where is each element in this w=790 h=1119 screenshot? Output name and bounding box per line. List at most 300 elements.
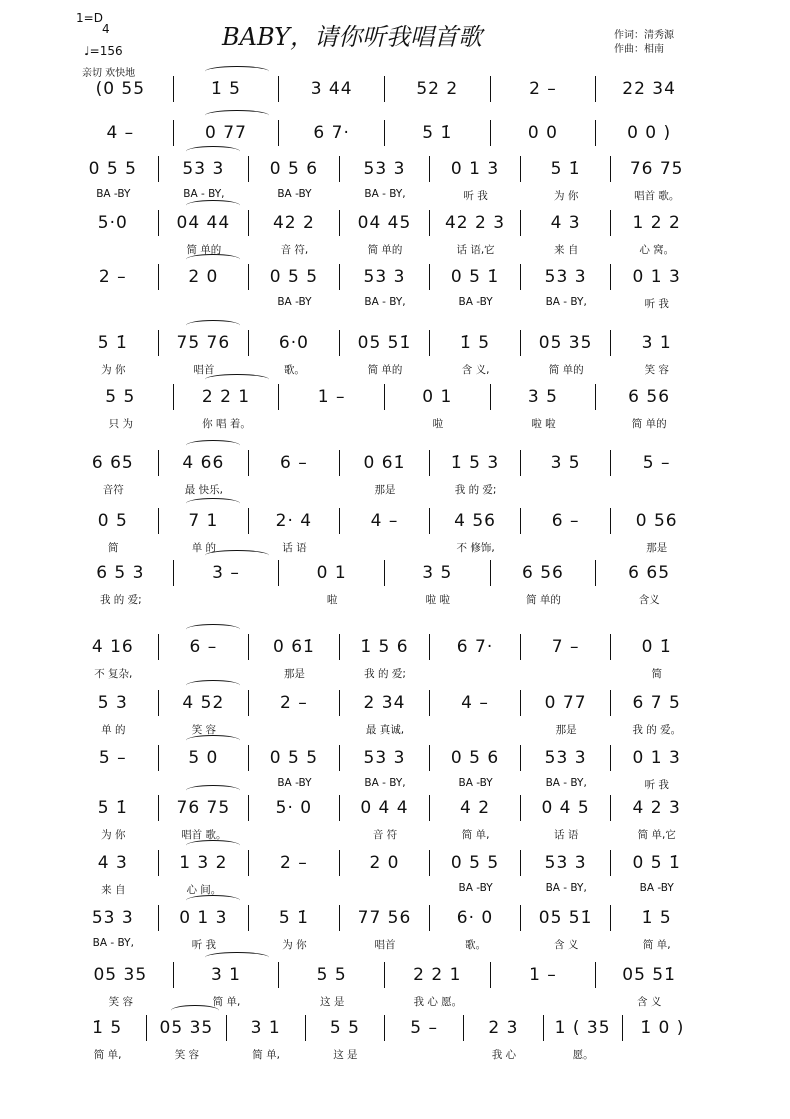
measure: 05 51̇ — [521, 905, 612, 931]
slur-mark — [186, 840, 240, 851]
measure: 3 44 — [279, 76, 385, 102]
measure: 3 5 — [521, 450, 612, 476]
measure: 53 3 — [340, 745, 431, 771]
measure: 0 1 3 — [159, 905, 250, 931]
lyric-cell: 啦 啦 — [531, 418, 556, 430]
measure: 6 56 — [628, 387, 671, 407]
lyric-cell — [68, 296, 159, 311]
lyrics-line — [68, 994, 702, 1009]
measure: 0 1̇ — [641, 637, 672, 657]
slur-mark — [205, 374, 268, 385]
measure: 5 1̇ — [68, 330, 159, 356]
measure: 5 1̇ — [249, 905, 340, 931]
measure: 1̇ 0 ) — [640, 1018, 685, 1038]
lyric-cell: 来 自 — [554, 244, 579, 256]
score-row — [68, 210, 702, 270]
measure: 42 2 — [249, 210, 340, 236]
lyric-cell: 笑 容 — [108, 996, 133, 1008]
lyric-cell: BA -BY — [458, 777, 493, 789]
notes-line — [68, 76, 702, 102]
lyric-cell: 简 单, — [252, 1049, 280, 1061]
lyric-cell: 不 复杂, — [94, 668, 133, 680]
measure: 2 3 — [464, 1015, 543, 1041]
measure: 0 5 1̇ — [430, 264, 521, 290]
measure: 1̇ 5 6 — [340, 634, 431, 660]
measure: 0 61̇ — [249, 634, 340, 660]
slur-mark — [186, 146, 240, 157]
lyric-cell — [249, 722, 340, 737]
measure: 6 65 — [628, 563, 671, 583]
notes-line — [68, 745, 702, 771]
measure: 4 66 — [159, 450, 250, 476]
lyrics-line — [68, 882, 702, 897]
lyric-cell: 那是 — [374, 484, 396, 496]
slur-mark — [171, 1005, 219, 1016]
measure: 5 1̇ — [68, 795, 159, 821]
lyric-cell: 音符 — [102, 484, 124, 496]
song-title: BABY，请你听我唱首歌 — [222, 23, 483, 51]
measure: 1 3 2 — [159, 850, 250, 876]
measure: 0 5 5 — [68, 156, 159, 182]
measure: 6 7· — [430, 634, 521, 660]
measure: 6 – — [521, 508, 612, 534]
lyric-cell: 啦 啦 — [425, 594, 451, 606]
measure: 0 1 — [279, 560, 385, 586]
lyric-cell: 话 语 — [554, 829, 579, 841]
lyric-cell: 唱首 歌。 — [181, 829, 227, 841]
measure: 3 1 — [174, 962, 280, 988]
measure: 05 35 — [68, 962, 174, 988]
measure: 53 3 — [340, 264, 431, 290]
slur-mark — [186, 680, 240, 691]
lyric-cell: 那是 — [646, 542, 668, 554]
measure: 6 7· — [279, 120, 385, 146]
lyric-cell — [340, 540, 431, 555]
notes-line — [68, 1015, 702, 1041]
measure: 0 5 6 — [249, 156, 340, 182]
measure: 6 – — [159, 634, 250, 660]
notes-line — [68, 330, 702, 356]
measure: 6 56 — [491, 560, 597, 586]
lyric-cell — [249, 882, 340, 897]
lyric-cell: 听 我 — [191, 939, 217, 951]
measure: 0 4 5 — [521, 795, 612, 821]
measure: 4 16 — [68, 634, 159, 660]
measure: 2 0 — [340, 850, 431, 876]
measure: 5 – — [385, 1015, 464, 1041]
lyrics-line — [68, 540, 702, 555]
lyric-cell: BA -BY — [639, 882, 674, 894]
lyric-cell: 我 的 爱; — [454, 484, 497, 496]
lyric-cell: 唱首 — [374, 939, 396, 951]
lyric-cell: 心 窝。 — [639, 244, 675, 256]
measure: 4 2 — [430, 795, 521, 821]
score-row — [68, 508, 702, 568]
lyric-cell: 那是 — [283, 668, 305, 680]
lyric-cell: 歌。 — [465, 939, 487, 951]
lyric-cell — [521, 482, 612, 497]
score-row — [68, 560, 702, 620]
measure: 0 1 — [385, 384, 491, 410]
lyric-cell: 简 单, — [212, 996, 241, 1008]
measure: 0 5 5 — [249, 745, 340, 771]
notes-line — [68, 384, 702, 410]
measure: 2 – — [249, 850, 340, 876]
lyric-cell: 歌。 — [283, 364, 305, 376]
score-row — [68, 634, 702, 694]
measure: 1̇ 5 — [174, 76, 280, 102]
lyric-cell: 只 为 — [108, 418, 133, 430]
lyrics-line — [68, 777, 702, 792]
measure: 5·0 — [68, 210, 159, 236]
score-row — [68, 264, 702, 324]
measure: 53 3 — [68, 905, 159, 931]
notes-line — [68, 560, 702, 586]
lyric-cell: 这 是 — [320, 996, 345, 1008]
measure: 4 3 — [68, 850, 159, 876]
composer: 作曲：相南 — [614, 44, 664, 55]
lyric-cell: BA - BY, — [92, 937, 134, 949]
measure: 4 52 — [159, 690, 250, 716]
measure: 04 45 — [340, 210, 431, 236]
lyrics-line — [68, 296, 702, 311]
lyric-cell: BA - BY, — [545, 296, 587, 308]
measure: 0 77 — [174, 120, 280, 146]
lyric-cell: 简 — [651, 668, 662, 680]
lyric-cell: 含 义, — [461, 364, 490, 376]
score-row — [68, 850, 702, 910]
measure: 1 ( 35 — [544, 1015, 623, 1041]
lyric-cell — [249, 827, 340, 842]
measure: 3 1 — [641, 333, 672, 353]
lyrics-line — [68, 188, 702, 203]
lyric-cell: 最 真诚, — [365, 724, 405, 736]
measure: 0 5 5 — [430, 850, 521, 876]
measure: 3 – — [174, 560, 280, 586]
tempo-words: 亲切 欢快地 — [82, 68, 136, 79]
lyric-cell: 来 自 — [101, 884, 126, 896]
lyric-cell: BA -BY — [277, 777, 312, 789]
measure: 4 56 — [430, 508, 521, 534]
lyric-cell: 唱首 — [193, 364, 215, 376]
lyric-cell: 你 唱 着。 — [202, 418, 251, 430]
score-row — [68, 905, 702, 965]
lyric-cell: 最 快乐, — [184, 484, 223, 496]
measure: 0 77 — [521, 690, 612, 716]
measure: 53 3 — [521, 264, 612, 290]
slur-mark — [186, 785, 240, 796]
score-row — [68, 450, 702, 510]
lyric-cell: 那是 — [555, 724, 577, 736]
measure: 76 75 — [159, 795, 250, 821]
slur-mark — [205, 550, 268, 561]
measure: 1 – — [491, 962, 597, 988]
measure: 6·0 — [249, 330, 340, 356]
lyric-cell: BA - BY, — [364, 296, 406, 308]
lyric-cell: 话 语 — [282, 542, 307, 554]
measure: 0 1 3 — [632, 267, 681, 287]
measure: 53 3 — [521, 745, 612, 771]
lyric-cell: 含义 — [638, 594, 660, 606]
measure: 4 – — [68, 120, 174, 146]
measure: 6 65 — [68, 450, 159, 476]
measure: 2 0 — [159, 264, 250, 290]
measure: 5 – — [68, 745, 159, 771]
score-row — [68, 962, 702, 1022]
lyric-cell: 笑 容 — [644, 364, 669, 376]
measure: 2· 4 — [249, 508, 340, 534]
measure: 4 2 3 — [632, 798, 681, 818]
notes-line — [68, 850, 702, 876]
measure: 04 44 — [159, 210, 250, 236]
measure: 42 2 3 — [430, 210, 521, 236]
measure: 6 7 5 — [632, 693, 681, 713]
lyric-cell: 笑 容 — [191, 724, 217, 736]
measure: 0 4 4 — [340, 795, 431, 821]
lyric-cell: 单 的 — [191, 542, 217, 554]
lyric-cell: 简 单, — [461, 829, 490, 841]
lyric-cell: BA -BY — [277, 188, 312, 200]
score-row — [68, 690, 702, 750]
measure: 1 – — [279, 384, 385, 410]
lyric-cell: BA - BY, — [545, 882, 587, 894]
measure: 5· 0 — [249, 795, 340, 821]
lyric-cell: 简 单的 — [186, 244, 222, 256]
measure: 53 3 — [340, 156, 431, 182]
measure: 05 51̇ — [340, 330, 431, 356]
measure: 05 35 — [521, 330, 612, 356]
lyric-cell — [68, 777, 159, 792]
lyrics-line — [68, 416, 702, 431]
measure: 3 1 — [227, 1015, 306, 1041]
measure: 05 35 — [147, 1015, 226, 1041]
lyric-cell: 听 我 — [644, 298, 669, 310]
notes-line — [68, 120, 702, 146]
measure: 5 3 — [68, 690, 159, 716]
measure: 5 5 — [68, 384, 174, 410]
lyric-cell: 我 心 — [491, 1049, 517, 1061]
lyric-cell — [279, 416, 385, 431]
lyric-cell — [491, 994, 597, 1009]
notes-line — [68, 156, 702, 182]
measure: 0 5 — [68, 508, 159, 534]
lyric-cell: BA -BY — [458, 882, 493, 894]
lyric-cell — [521, 666, 612, 681]
measure: 7 1 — [159, 508, 250, 534]
measure: 6· 0 — [430, 905, 521, 931]
lyric-cell: 简 单, — [93, 1049, 122, 1061]
slur-mark — [186, 200, 240, 211]
lyric-cell — [430, 722, 521, 737]
lyric-cell — [249, 482, 340, 497]
measure: (0 55 — [68, 76, 174, 102]
lyric-cell: BA -BY — [458, 296, 493, 308]
slur-mark — [186, 254, 240, 265]
slur-mark — [186, 735, 240, 746]
notes-line — [68, 634, 702, 660]
lyric-cell: BA - BY, — [364, 777, 406, 789]
measure: 2 – — [491, 76, 597, 102]
lyric-cell: 听 我 — [644, 779, 669, 791]
slur-mark — [186, 895, 240, 906]
measure: 7 – — [521, 634, 612, 660]
measure: 0 56 — [635, 511, 678, 531]
notes-line — [68, 962, 702, 988]
measure: 5 5 — [306, 1015, 385, 1041]
measure: 4 – — [430, 690, 521, 716]
lyric-cell — [385, 1047, 464, 1062]
measure: 2 – — [249, 690, 340, 716]
lyrics-line — [68, 592, 702, 607]
measure: 5 – — [642, 453, 671, 473]
measure: 5 1̇ — [521, 156, 612, 182]
lyric-cell — [340, 882, 431, 897]
lyric-cell: 简 单的 — [367, 244, 403, 256]
measure: 5 5 — [279, 962, 385, 988]
slur-mark — [186, 498, 240, 509]
score-row — [68, 330, 702, 390]
measure: 0 61̇ — [340, 450, 431, 476]
lyrics-line — [68, 362, 702, 377]
time-signature — [102, 23, 110, 36]
measure: 0 0 ) — [627, 123, 672, 143]
measure: 2 34 — [340, 690, 431, 716]
slur-mark — [205, 66, 268, 77]
measure: 52 2 — [385, 76, 491, 102]
slur-mark — [186, 624, 240, 635]
measure: 76 75 — [629, 159, 684, 179]
lyric-cell: 听 我 — [463, 190, 488, 202]
lyric-cell: 我 心 愿。 — [413, 996, 463, 1008]
lyric-cell: 为 你 — [101, 829, 126, 841]
lyrics-line — [68, 242, 702, 257]
lyric-cell: 为 你 — [554, 190, 579, 202]
measure: 3 5 — [491, 384, 597, 410]
measure: 2 2 1 — [174, 384, 280, 410]
lyric-cell — [611, 482, 702, 497]
notes-line — [68, 508, 702, 534]
measure: 6 5 3 — [68, 560, 174, 586]
notes-line — [68, 690, 702, 716]
lyrics-line — [68, 1047, 702, 1062]
measure: 3 5 — [385, 560, 491, 586]
slur-mark — [205, 110, 268, 121]
measure: 0 0 — [491, 120, 597, 146]
lyric-cell — [623, 1047, 702, 1062]
lyricist: 作词：清秀源 — [614, 30, 674, 41]
lyric-cell: 为 你 — [282, 939, 307, 951]
lyric-cell — [68, 242, 159, 257]
measure: 4 3 — [521, 210, 612, 236]
credits — [614, 29, 674, 57]
lyric-cell: 单 的 — [101, 724, 126, 736]
lyric-cell: 简 单的 — [548, 364, 584, 376]
notes-line — [68, 264, 702, 290]
measure: 6 – — [249, 450, 340, 476]
lyric-cell: 简 单的 — [526, 594, 561, 606]
measure: 1̇ 5 — [430, 330, 521, 356]
measure: 1̇ 5 — [641, 908, 672, 928]
lyric-cell: 简 单,它 — [637, 829, 676, 841]
score-row — [68, 1015, 702, 1075]
lyric-cell: 啦 — [432, 418, 444, 430]
measure: 1 2 2 — [632, 213, 681, 233]
lyric-cell: BA -BY — [96, 188, 131, 200]
lyric-cell: 不 修饰, — [456, 542, 495, 554]
lyric-cell: 含 义 — [637, 996, 662, 1008]
lyric-cell: 愿。 — [572, 1049, 594, 1061]
measure: 0 1 3 — [430, 156, 521, 182]
lyric-cell: 笑 容 — [174, 1049, 200, 1061]
lyrics-line — [68, 937, 702, 952]
lyric-cell: 音 符 — [372, 829, 398, 841]
lyric-cell: 我 的 爱。 — [632, 724, 682, 736]
lyric-cell — [159, 296, 250, 311]
lyric-cell: BA - BY, — [545, 777, 587, 789]
notes-line — [68, 905, 702, 931]
measure: 53 3 — [521, 850, 612, 876]
measure: 75 76 — [159, 330, 250, 356]
lyric-cell: 简 单, — [642, 939, 671, 951]
score-row — [68, 384, 702, 444]
lyric-cell: 简 — [108, 542, 119, 554]
lyric-cell: 这 是 — [333, 1049, 358, 1061]
measure: 0 1 3 — [632, 748, 681, 768]
lyric-cell: BA -BY — [277, 296, 312, 308]
score-row — [68, 156, 702, 216]
lyric-cell: 话 语,它 — [456, 244, 495, 256]
notes-line — [68, 795, 702, 821]
lyric-cell — [521, 540, 612, 555]
lyric-cell — [174, 592, 280, 607]
measure: 77 56 — [340, 905, 431, 931]
key-signature: 1=D — [76, 11, 103, 25]
lyric-cell: 心 间。 — [186, 884, 222, 896]
lyric-cell: BA - BY, — [364, 188, 406, 200]
measure: 22 34 — [622, 79, 676, 99]
measure: 5 0 — [159, 745, 250, 771]
measure: 1̇ 5 — [68, 1015, 147, 1041]
measure: 53 3 — [159, 156, 250, 182]
lyrics-line — [68, 666, 702, 681]
measure: 2 2 1 — [385, 962, 491, 988]
measure: 2 – — [68, 264, 159, 290]
measure: 4 – — [340, 508, 431, 534]
slur-mark — [186, 320, 240, 331]
notes-line — [68, 450, 702, 476]
lyric-cell: 我 的 爱; — [364, 668, 406, 680]
measure: 05 51̇ — [622, 965, 676, 985]
measure: 5 1̇ — [385, 120, 491, 146]
lyric-cell — [159, 666, 250, 681]
lyric-cell: 唱首 歌。 — [634, 190, 680, 202]
beats-per-measure: 4 — [102, 22, 110, 36]
slur-mark — [205, 952, 268, 963]
lyric-cell: 为 你 — [101, 364, 126, 376]
notes-line — [68, 210, 702, 236]
tempo-mark: ♩=156 — [84, 44, 123, 58]
lyric-cell — [430, 666, 521, 681]
lyric-cell: 我 的 爱; — [99, 594, 142, 606]
lyrics-line — [68, 482, 702, 497]
lyric-cell: 音 符, — [280, 244, 309, 256]
slur-mark — [186, 440, 240, 451]
measure: 0 5 6 — [430, 745, 521, 771]
lyrics-line — [68, 827, 702, 842]
score-row — [68, 795, 702, 855]
measure: 1̇ 5 3 — [430, 450, 521, 476]
measure: 0 5 5 — [249, 264, 340, 290]
